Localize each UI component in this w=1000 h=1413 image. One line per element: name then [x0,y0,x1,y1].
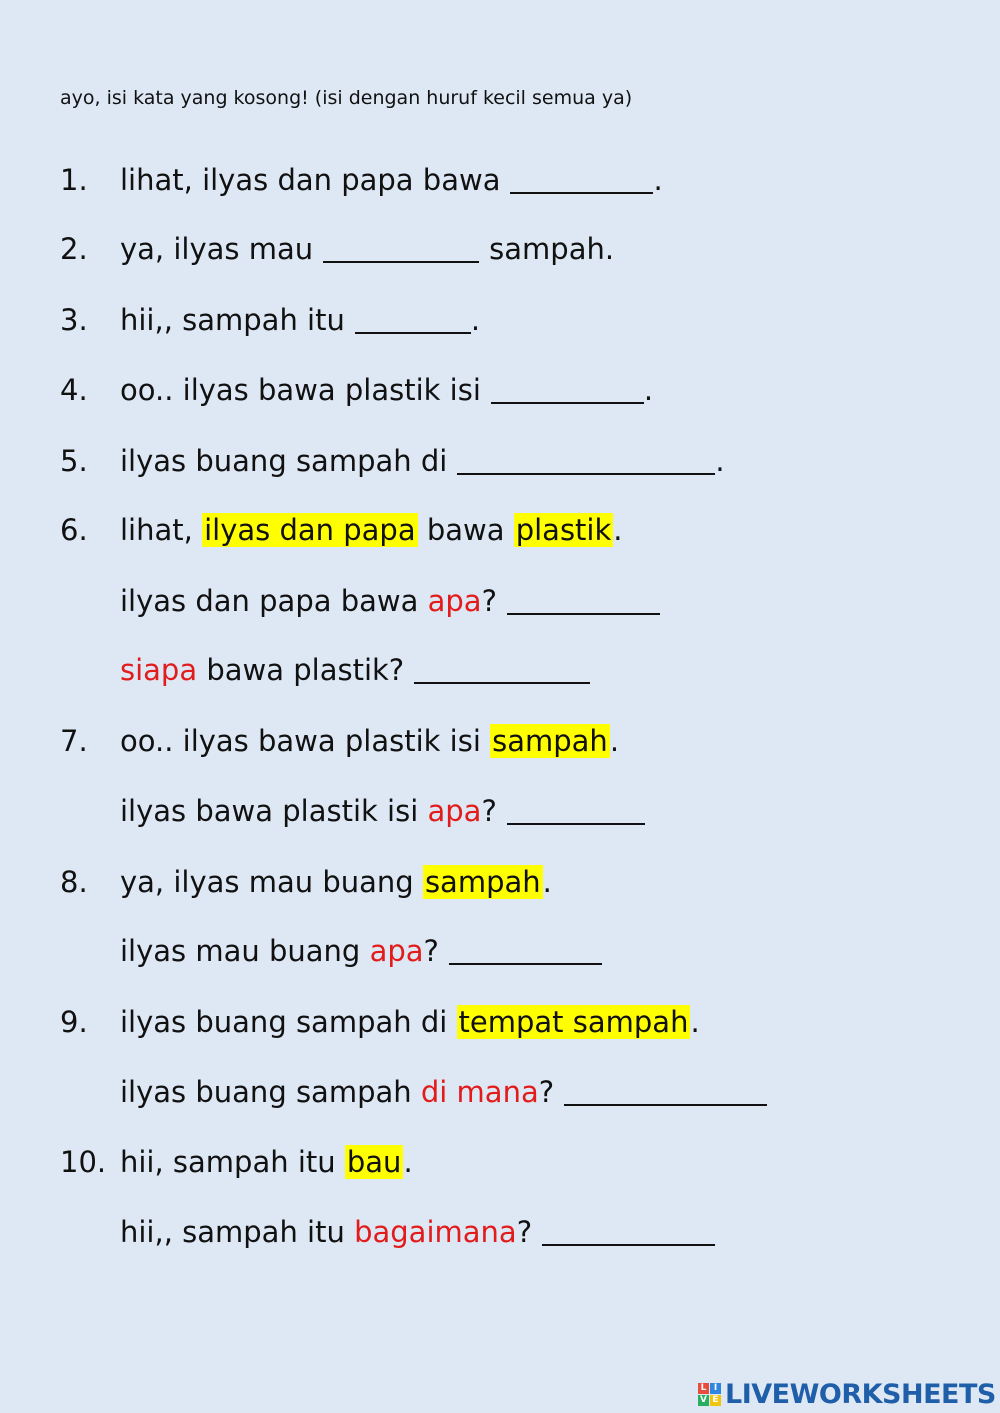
question-8 [60,857,552,907]
question-word: apa [369,934,424,968]
question-end: . [542,865,552,899]
answer-blank-6a[interactable] [507,613,660,615]
question-number: 4. [60,373,88,407]
question-text: lihat, ilyas dan papa bawa [120,163,501,197]
question-9 [60,997,700,1047]
question-number: 10. [60,1145,107,1179]
sub-question-text: bawa plastik? [206,653,405,687]
question-word: di mana [420,1075,539,1109]
question-mark: ? [481,794,497,828]
question-text: ya, ilyas mau buang [120,865,414,899]
highlighted-phrase: ilyas dan papa [204,513,416,547]
answer-blank-7[interactable] [507,823,645,825]
instruction-text: ayo, isi kata yang kosong! (isi dengan huruf kecil semua ya) [60,87,633,109]
question-number: 2. [60,232,88,266]
question-10 [60,1137,413,1187]
question-word: siapa [120,653,198,687]
sub-question-text: ilyas dan papa bawa [120,584,419,618]
answer-blank-4[interactable] [491,402,644,404]
highlighted-phrase: sampah [424,865,541,899]
answer-blank-2[interactable] [323,261,479,263]
sub-question-text: ilyas bawa plastik isi [120,794,419,828]
question-text: hii, sampah itu [120,1145,336,1179]
question-number: 7. [60,724,88,758]
answer-blank-10[interactable] [542,1244,715,1246]
question-text: hii,, sampah itu [120,303,345,337]
answer-blank-1[interactable] [510,192,653,194]
question-6a [120,576,660,626]
question-text: oo.. ilyas bawa plastik isi [120,724,481,758]
question-number: 9. [60,1005,88,1039]
question-text: bawa [426,513,505,547]
question-end: . [715,444,725,478]
question-number: 6. [60,513,88,547]
answer-blank-8[interactable] [449,963,602,965]
question-number: 8. [60,865,88,899]
question-4 [60,365,653,415]
question-number: 5. [60,444,88,478]
question-6b [120,645,590,695]
highlighted-phrase: sampah [492,724,608,758]
question-5 [60,436,725,486]
question-9a [120,1067,767,1117]
highlighted-phrase: bau [346,1145,402,1179]
question-end: . [653,163,663,197]
question-word: bagaimana [354,1215,517,1249]
question-1 [60,155,663,205]
question-number: 1. [60,163,88,197]
sub-question-text: ilyas mau buang [120,934,361,968]
question-mark: ? [538,1075,555,1109]
question-10a [120,1207,715,1257]
question-7 [60,716,619,766]
answer-blank-9[interactable] [564,1104,767,1106]
question-text: ilyas buang sampah di [120,444,448,478]
question-end: . [403,1145,413,1179]
question-end: . [470,303,481,337]
question-word: apa [427,794,482,828]
question-mark: ? [481,584,497,618]
question-3 [60,295,480,345]
question-text: lihat, [120,513,193,547]
question-end: . [609,724,620,758]
logo-icon: L I V E [698,1383,721,1406]
sub-question-text: ilyas buang sampah [120,1075,412,1109]
liveworksheets-logo[interactable] [698,1378,996,1410]
question-mark: ? [516,1215,533,1249]
question-text-after: sampah. [489,232,615,266]
question-word: apa [427,584,482,618]
question-7a [120,786,645,836]
question-text: ilyas buang sampah di [120,1005,448,1039]
highlighted-phrase: tempat sampah [458,1005,689,1039]
logo-text: LIVEWORKSHEETS [725,1378,996,1410]
question-2 [60,224,614,274]
question-8a [120,926,602,976]
answer-blank-6b[interactable] [414,682,590,684]
sub-question-text: hii,, sampah itu [120,1215,345,1249]
answer-blank-3[interactable] [355,332,471,334]
answer-blank-5[interactable] [457,473,715,475]
question-end: . [613,513,623,547]
question-end: . [690,1005,700,1039]
highlighted-phrase: plastik [515,513,612,547]
question-text: ya, ilyas mau [120,232,314,266]
question-6 [60,505,623,555]
question-number: 3. [60,303,88,337]
question-end: . [643,373,654,407]
question-mark: ? [423,934,439,968]
question-text: oo.. ilyas bawa plastik isi [120,373,481,407]
